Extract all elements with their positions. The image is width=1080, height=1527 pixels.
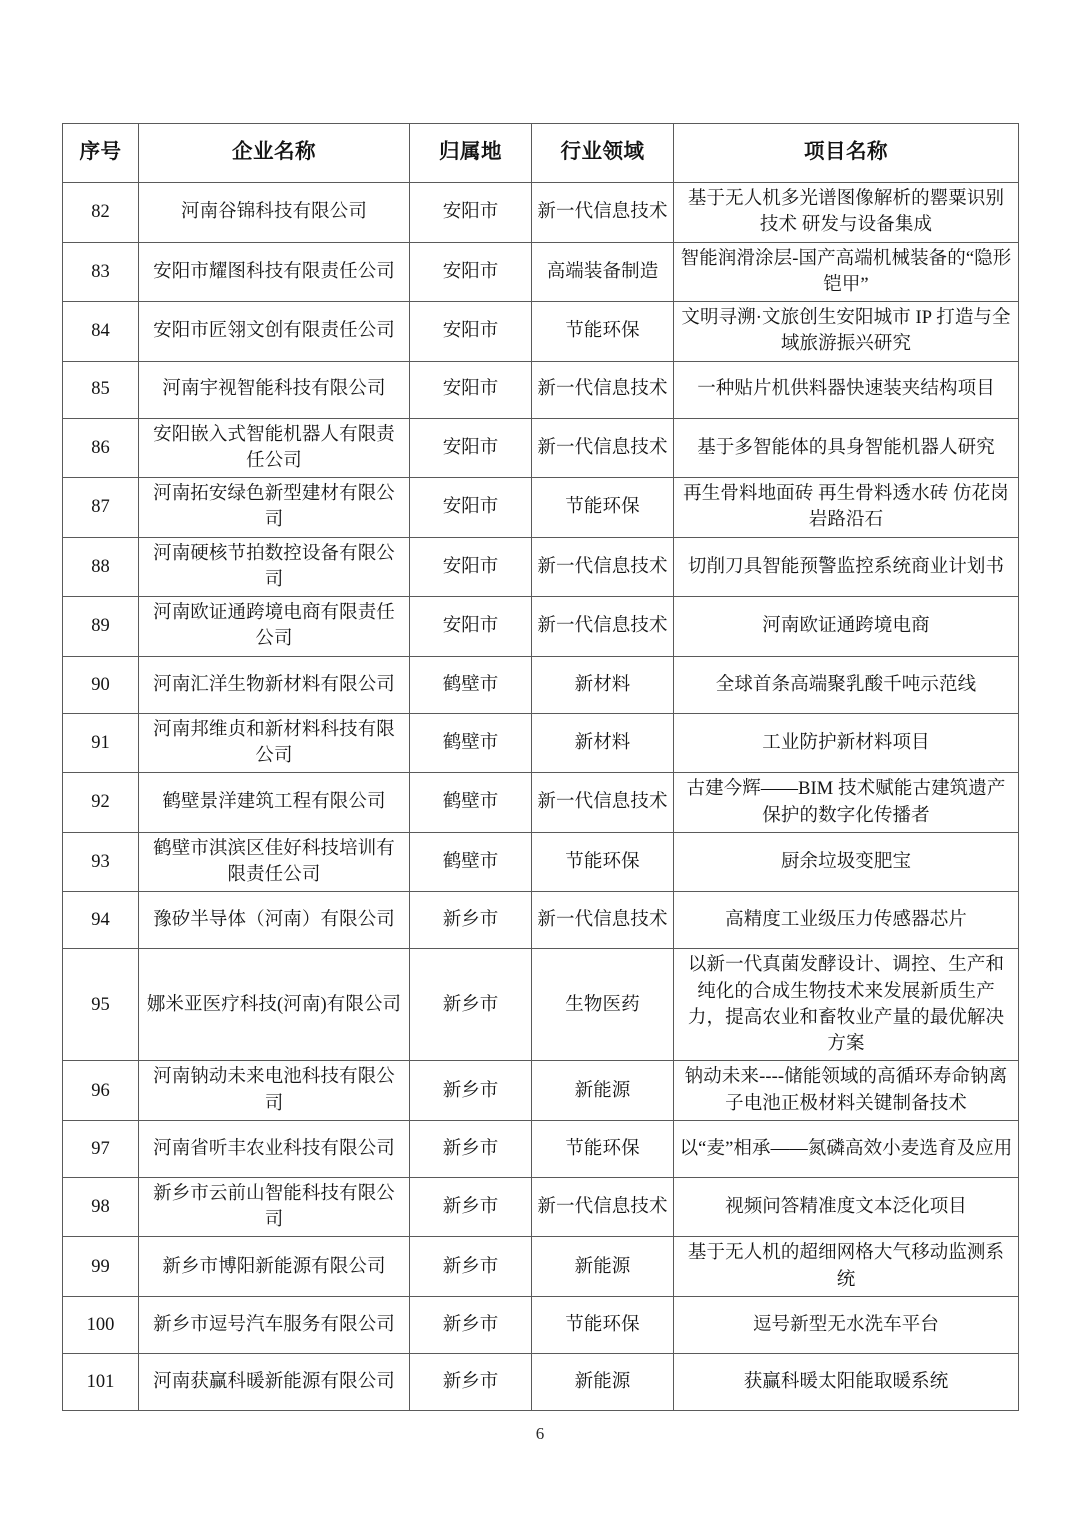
cell-industry: 高端装备制造 [532,242,674,302]
table-row [63,1353,1019,1410]
column-header-seq: 序号 [63,124,139,183]
cell-project: 以“麦”相承——氮磷高效小麦选育及应用 [674,1120,1019,1177]
table-row [63,892,1019,949]
cell-industry: 新一代信息技术 [532,183,674,243]
table-row [63,713,1019,773]
table-row [63,537,1019,597]
table-row [63,832,1019,892]
cell-seq: 86 [63,418,139,478]
cell-region: 安阳市 [410,242,532,302]
enterprise-project-table [62,123,1019,1411]
cell-project: 基于多智能体的具身智能机器人研究 [674,418,1019,478]
cell-region: 新乡市 [410,1177,532,1237]
table-row [63,1120,1019,1177]
cell-region: 安阳市 [410,478,532,538]
cell-seq: 89 [63,597,139,657]
cell-seq: 91 [63,713,139,773]
table-row [63,1061,1019,1121]
cell-industry: 节能环保 [532,1296,674,1353]
cell-company: 河南欧证通跨境电商有限责任公司 [139,597,410,657]
table-row [63,773,1019,833]
cell-seq: 83 [63,242,139,302]
cell-industry: 新材料 [532,656,674,713]
table-row [63,242,1019,302]
cell-project: 基于无人机的超细网格大气移动监测系统 [674,1237,1019,1297]
cell-project: 河南欧证通跨境电商 [674,597,1019,657]
cell-industry: 新材料 [532,713,674,773]
cell-company: 河南拓安绿色新型建材有限公司 [139,478,410,538]
cell-industry: 节能环保 [532,478,674,538]
cell-industry: 新能源 [532,1353,674,1410]
cell-region: 安阳市 [410,597,532,657]
cell-seq: 84 [63,302,139,362]
table-row [63,1237,1019,1297]
cell-project: 古建今辉——BIM 技术赋能古建筑遗产保护的数字化传播者 [674,773,1019,833]
cell-project: 再生骨料地面砖 再生骨料透水砖 仿花岗岩路沿石 [674,478,1019,538]
cell-industry: 节能环保 [532,302,674,362]
cell-seq: 87 [63,478,139,538]
cell-project: 高精度工业级压力传感器芯片 [674,892,1019,949]
table-row [63,183,1019,243]
cell-industry: 新一代信息技术 [532,597,674,657]
cell-company: 安阳市匠翎文创有限责任公司 [139,302,410,362]
cell-project: 一种贴片机供料器快速装夹结构项目 [674,361,1019,418]
cell-company: 河南钠动未来电池科技有限公司 [139,1061,410,1121]
cell-region: 安阳市 [410,418,532,478]
cell-seq: 82 [63,183,139,243]
cell-seq: 101 [63,1353,139,1410]
cell-project: 逗号新型无水洗车平台 [674,1296,1019,1353]
cell-company: 河南硬核节拍数控设备有限公司 [139,537,410,597]
cell-region: 安阳市 [410,361,532,418]
cell-region: 新乡市 [410,1296,532,1353]
cell-company: 鹤壁市淇滨区佳好科技培训有限责任公司 [139,832,410,892]
cell-project: 切削刀具智能预警监控系统商业计划书 [674,537,1019,597]
cell-seq: 94 [63,892,139,949]
table-row [63,597,1019,657]
enterprise-project-table-container [62,123,1018,1411]
cell-industry: 新一代信息技术 [532,537,674,597]
cell-company: 新乡市云前山智能科技有限公司 [139,1177,410,1237]
cell-project: 以新一代真菌发酵设计、调控、生产和纯化的合成生物技术来发展新质生产力，提高农业和畜牧业产量的最优解决方案 [674,949,1019,1061]
cell-company: 新乡市逗号汽车服务有限公司 [139,1296,410,1353]
cell-project: 文明寻溯·文旅创生安阳城市 IP 打造与全域旅游振兴研究 [674,302,1019,362]
cell-project: 工业防护新材料项目 [674,713,1019,773]
cell-seq: 100 [63,1296,139,1353]
cell-industry: 新一代信息技术 [532,418,674,478]
table-row [63,478,1019,538]
table-row [63,361,1019,418]
cell-seq: 95 [63,949,139,1061]
table-row [63,418,1019,478]
cell-region: 鹤壁市 [410,832,532,892]
cell-project: 钠动未来----储能领域的高循环寿命钠离子电池正极材料关键制备技术 [674,1061,1019,1121]
cell-company: 河南宇视智能科技有限公司 [139,361,410,418]
table-row [63,302,1019,362]
cell-region: 新乡市 [410,949,532,1061]
table-row [63,1296,1019,1353]
cell-project: 视频问答精准度文本泛化项目 [674,1177,1019,1237]
cell-company: 河南谷锦科技有限公司 [139,183,410,243]
cell-company: 安阳市耀图科技有限责任公司 [139,242,410,302]
cell-industry: 新能源 [532,1237,674,1297]
cell-seq: 85 [63,361,139,418]
cell-company: 豫矽半导体（河南）有限公司 [139,892,410,949]
cell-region: 新乡市 [410,1061,532,1121]
cell-region: 鹤壁市 [410,656,532,713]
cell-region: 新乡市 [410,1120,532,1177]
column-header-company: 企业名称 [139,124,410,183]
cell-industry: 新能源 [532,1061,674,1121]
cell-region: 新乡市 [410,1353,532,1410]
column-header-industry: 行业领域 [532,124,674,183]
cell-company: 河南邦维贞和新材料科技有限公司 [139,713,410,773]
table-row [63,1177,1019,1237]
cell-region: 鹤壁市 [410,713,532,773]
page-number: 6 [535,1424,545,1443]
cell-region: 安阳市 [410,302,532,362]
cell-project: 智能润滑涂层-国产高端机械装备的“隐形铠甲” [674,242,1019,302]
cell-project: 获赢科暖太阳能取暖系统 [674,1353,1019,1410]
cell-project: 基于无人机多光谱图像解析的罂粟识别技术 研发与设备集成 [674,183,1019,243]
cell-company: 河南获赢科暖新能源有限公司 [139,1353,410,1410]
cell-seq: 98 [63,1177,139,1237]
table-row [63,949,1019,1061]
cell-seq: 93 [63,832,139,892]
cell-seq: 97 [63,1120,139,1177]
cell-seq: 99 [63,1237,139,1297]
cell-seq: 88 [63,537,139,597]
cell-seq: 90 [63,656,139,713]
cell-company: 河南省听丰农业科技有限公司 [139,1120,410,1177]
cell-project: 全球首条高端聚乳酸千吨示范线 [674,656,1019,713]
cell-region: 安阳市 [410,183,532,243]
cell-company: 河南汇洋生物新材料有限公司 [139,656,410,713]
cell-industry: 节能环保 [532,832,674,892]
column-header-project: 项目名称 [674,124,1019,183]
table-header-row [63,124,1019,183]
cell-project: 厨余垃圾变肥宝 [674,832,1019,892]
cell-industry: 生物医药 [532,949,674,1061]
cell-region: 新乡市 [410,1237,532,1297]
cell-seq: 92 [63,773,139,833]
cell-region: 新乡市 [410,892,532,949]
table-header [63,124,1019,183]
table-body [63,183,1019,1411]
cell-region: 鹤壁市 [410,773,532,833]
cell-region: 安阳市 [410,537,532,597]
column-header-region: 归属地 [410,124,532,183]
cell-company: 鹤壁景洋建筑工程有限公司 [139,773,410,833]
cell-company: 娜米亚医疗科技(河南)有限公司 [139,949,410,1061]
cell-seq: 96 [63,1061,139,1121]
cell-industry: 新一代信息技术 [532,361,674,418]
cell-company: 新乡市博阳新能源有限公司 [139,1237,410,1297]
cell-industry: 节能环保 [532,1120,674,1177]
cell-industry: 新一代信息技术 [532,1177,674,1237]
cell-company: 安阳嵌入式智能机器人有限责任公司 [139,418,410,478]
cell-industry: 新一代信息技术 [532,892,674,949]
cell-industry: 新一代信息技术 [532,773,674,833]
table-row [63,656,1019,713]
